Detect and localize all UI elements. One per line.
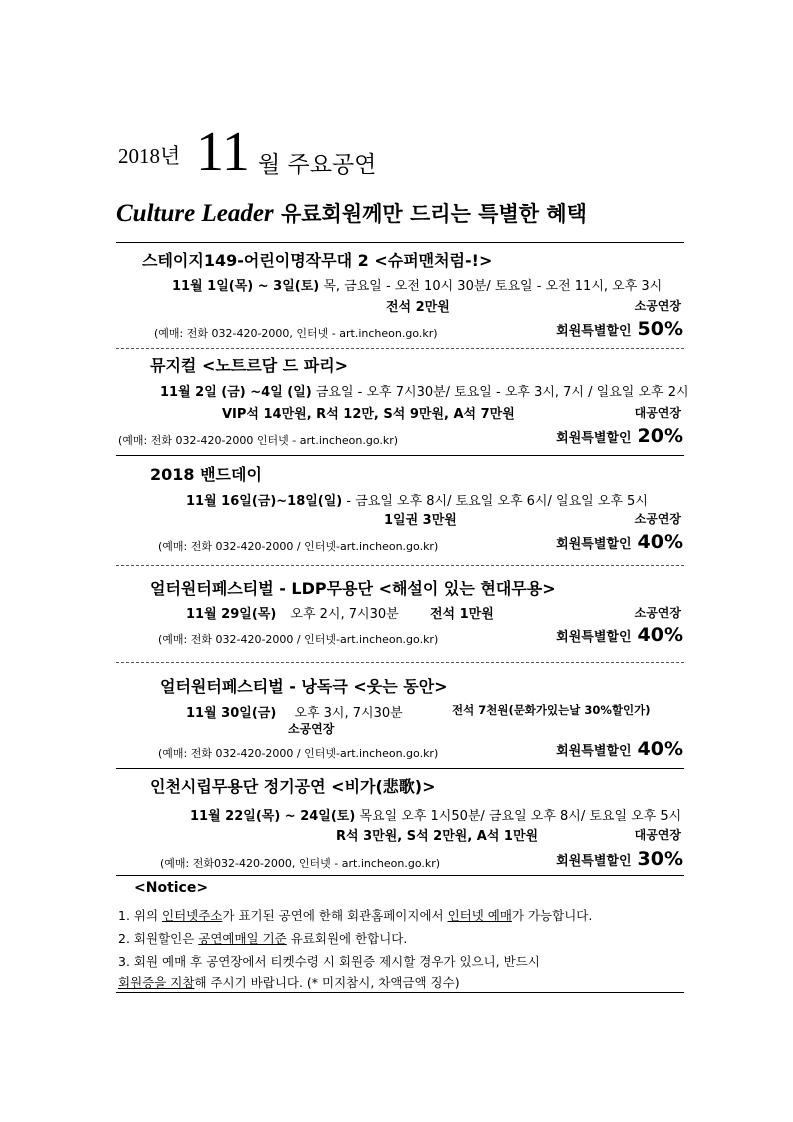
event-discount (556, 738, 683, 760)
event-venue: 소공연장 (634, 606, 681, 620)
event-date: 11월 1일(목) ~ 3일(토) (172, 279, 320, 294)
event-venue: 소공연장 (634, 299, 681, 313)
event-booking: (예매: 전화 032-420-2000 / 인터넷-art.incheon.go.kr) (158, 540, 439, 553)
event-title: 스테이지149-어린이명작무대 2 <슈퍼맨처럼-!> (142, 251, 493, 270)
event-discount (556, 318, 683, 340)
notice-emphasis: 인터넷주소 (162, 908, 223, 923)
notice-text: 유료회원에 한합니다. (286, 931, 408, 946)
divider (116, 242, 684, 243)
discount-label: 회원특별할인 (556, 744, 632, 759)
discount-label: 회원특별할인 (556, 537, 632, 552)
notice-text: 1. 위의 (118, 908, 163, 923)
event-title: 얼터원터페스티벌 - LDP무용단 <해설이 있는 현대무용> (150, 579, 556, 598)
event-title: 얼터원터페스티벌 - 낭독극 <웃는 동안> (160, 677, 448, 696)
event-title: 인천시립무용단 정기공연 <비가(悲歌)> (150, 777, 436, 796)
event-date: 11월 30일(금) (186, 706, 277, 721)
notice-text: 가 가능합니다. (511, 908, 593, 923)
discount-rate: 20% (637, 425, 683, 447)
event-times: - 금요일 오후 8시/ 토요일 오후 6시/ 일요일 오후 5시 (346, 494, 648, 509)
event-price: 전석 7천원(문화가있는날 30%할인가) (452, 703, 651, 717)
divider (116, 455, 684, 456)
event-times: 오후 3시, 7시30분 (294, 706, 403, 721)
event-price: 전석 2만원 (386, 300, 450, 315)
notice-heading: <Notice> (134, 880, 209, 896)
event-venue: 소공연장 (288, 722, 335, 736)
event-title: 뮤지컬 <노트르담 드 파리> (150, 356, 349, 375)
tagline: 유료회원께만 드리는 특별한 혜택 (280, 202, 587, 226)
notice-text: 해 주시기 바랍니다. (* 미지참시, 차액금액 징수) (194, 975, 460, 990)
event-booking: (예매: 전화 032-420-2000 / 인터넷-art.incheon.go.kr) (158, 633, 439, 646)
discount-label: 회원특별할인 (556, 324, 632, 339)
notice-emphasis: 공연예매일 기준 (198, 931, 287, 946)
event-schedule (172, 275, 662, 294)
event-times: 목요일 오후 1시50분/ 금요일 오후 8시/ 토요일 오후 5시 (359, 809, 682, 824)
event-schedule (186, 702, 403, 721)
event-booking: (예매: 전화 032-420-2000 인터넷 - art.incheon.go.kr) (118, 434, 399, 447)
event-schedule (186, 603, 399, 622)
discount-label: 회원특별할인 (556, 431, 632, 446)
brand-name: Culture Leader (116, 200, 274, 227)
event-date: 11월 29일(목) (186, 607, 277, 622)
notice-item-3: 3. 회원 예매 후 공연장에서 티켓수령 시 회원증 제시할 경우가 있으니, 반드시 (118, 954, 540, 969)
event-date: 11월 2일 (금) ~4일 (일) (160, 385, 312, 400)
event-discount (556, 848, 683, 870)
event-booking: (예매: 전화 032-420-2000 / 인터넷-art.incheon.go.kr) (158, 747, 439, 760)
discount-label: 회원특별할인 (556, 630, 632, 645)
event-venue: 대공연장 (634, 406, 681, 420)
notice-emphasis: 인터넷 예매 (447, 908, 512, 923)
divider (116, 565, 684, 566)
event-date: 11월 16일(금)~18일(일) (186, 494, 343, 509)
event-times: 오후 2시, 7시30분 (290, 607, 399, 622)
divider (116, 875, 684, 876)
year: 2018년 (118, 144, 181, 168)
discount-rate: 40% (637, 531, 683, 553)
event-discount (556, 531, 683, 553)
event-booking: (예매: 전화032-420-2000, 인터넷 - art.incheon.go.kr) (160, 857, 441, 870)
event-schedule (190, 805, 681, 824)
headline (116, 198, 587, 228)
divider (116, 992, 684, 993)
divider (116, 348, 684, 349)
discount-rate: 40% (637, 738, 683, 760)
event-title: 2018 밴드데이 (150, 465, 262, 484)
event-date: 11월 22일(목) ~ 24일(토) (190, 809, 356, 824)
notice-text: 2. 회원할인은 (118, 931, 199, 946)
event-venue: 대공연장 (634, 828, 681, 842)
page-title: 월 주요공연 (258, 152, 377, 178)
notice-item-2 (118, 929, 407, 947)
event-price: VIP석 14만원, R석 12만, S석 9만원, A석 7만원 (222, 407, 515, 422)
event-schedule (160, 381, 689, 400)
notice-text: 가 표기된 공연에 한해 회관홈페이지에서 (222, 908, 448, 923)
event-discount (556, 425, 683, 447)
notice-item-1 (118, 906, 592, 924)
event-times: 목, 금요일 - 오전 10시 30분/ 토요일 - 오전 11시, 오후 3시 (323, 279, 663, 294)
event-booking: (예매: 전화 032-420-2000, 인터넷 - art.incheon.go.kr) (154, 327, 438, 340)
notice-item-3-cont (118, 973, 460, 991)
event-venue: 소공연장 (634, 512, 681, 526)
event-schedule (186, 490, 648, 509)
discount-rate: 30% (637, 848, 683, 870)
divider (116, 768, 684, 769)
discount-rate: 40% (637, 624, 683, 646)
event-discount (556, 624, 683, 646)
notice-emphasis: 회원증을 지참 (118, 975, 195, 990)
event-times: 금요일 - 오후 7시30분/ 토요일 - 오후 3시, 7시 / 일요일 오후 2시 (315, 385, 689, 400)
divider (116, 662, 684, 663)
discount-rate: 50% (637, 318, 683, 340)
event-price: 1일권 3만원 (384, 513, 457, 528)
month-number: 11 (196, 121, 250, 183)
event-price: R석 3만원, S석 2만원, A석 1만원 (336, 829, 539, 844)
discount-label: 회원특별할인 (556, 854, 632, 869)
event-price: 전석 1만원 (430, 607, 494, 622)
